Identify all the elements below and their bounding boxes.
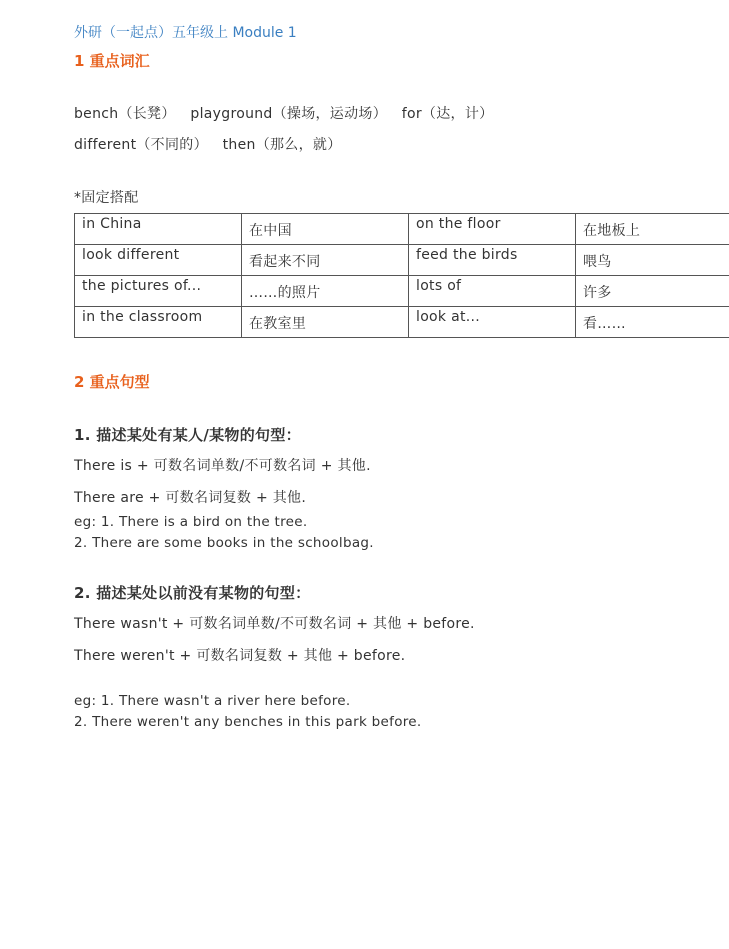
table-cell: look different	[75, 245, 242, 276]
table-cell: lots of	[409, 276, 576, 307]
table-row	[75, 307, 729, 338]
table-cell: 在教室里	[242, 307, 409, 338]
table-cell: look at...	[409, 307, 576, 338]
vocab-item: bench（长凳）	[74, 106, 176, 122]
table-cell: in the classroom	[75, 307, 242, 338]
table-cell: on the floor	[409, 214, 576, 245]
document-title: 外研（一起点）五年级上 Module 1	[74, 25, 297, 41]
section-heading-sentences: 2 重点句型	[74, 373, 150, 391]
vocab-item: for（达，计）	[401, 106, 494, 122]
vocab-item: different（不同的）	[74, 137, 208, 153]
section-heading-vocabulary: 1 重点词汇	[74, 52, 150, 70]
table-cell: ……的照片	[242, 276, 409, 307]
pattern-1-example-2: 2. There are some books in the schoolbag.	[74, 535, 374, 551]
pattern-2-example-2: 2. There weren't any benches in this park before.	[74, 714, 422, 730]
table-row	[75, 276, 729, 307]
table-cell: the pictures of...	[75, 276, 242, 307]
pattern-1-rule-1: There is + 可数名词单数/不可数名词 + 其他.	[74, 458, 371, 474]
table-cell: 在中国	[242, 214, 409, 245]
table-row	[75, 245, 729, 276]
vocab-row-1	[74, 103, 493, 123]
pattern-2-example-1: eg: 1. There wasn't a river here before.	[74, 693, 351, 709]
table-cell: in China	[75, 214, 242, 245]
vocab-item: playground（操场，运动场）	[190, 106, 387, 122]
pattern-1-rule-2: There are + 可数名词复数 + 其他.	[74, 490, 307, 506]
pattern-2-rule-1: There wasn't + 可数名词单数/不可数名词 + 其他 + before.	[74, 616, 475, 632]
pattern-2-rule-2: There weren't + 可数名词复数 + 其他 + before.	[74, 648, 406, 664]
pattern-2-heading: 2. 描述某处以前没有某物的句型：	[74, 584, 311, 602]
phrases-label: *固定搭配	[74, 190, 139, 206]
vocab-item: then（那么，就）	[222, 137, 342, 153]
phrases-table	[74, 213, 729, 338]
table-row	[75, 214, 729, 245]
table-cell: 看……	[576, 307, 729, 338]
vocab-row-2	[74, 134, 342, 154]
pattern-1-heading: 1. 描述某处有某人/某物的句型：	[74, 426, 301, 444]
table-cell: feed the birds	[409, 245, 576, 276]
pattern-1-example-1: eg: 1. There is a bird on the tree.	[74, 514, 308, 530]
table-cell: 在地板上	[576, 214, 729, 245]
table-cell: 喂鸟	[576, 245, 729, 276]
table-cell: 许多	[576, 276, 729, 307]
table-cell: 看起来不同	[242, 245, 409, 276]
